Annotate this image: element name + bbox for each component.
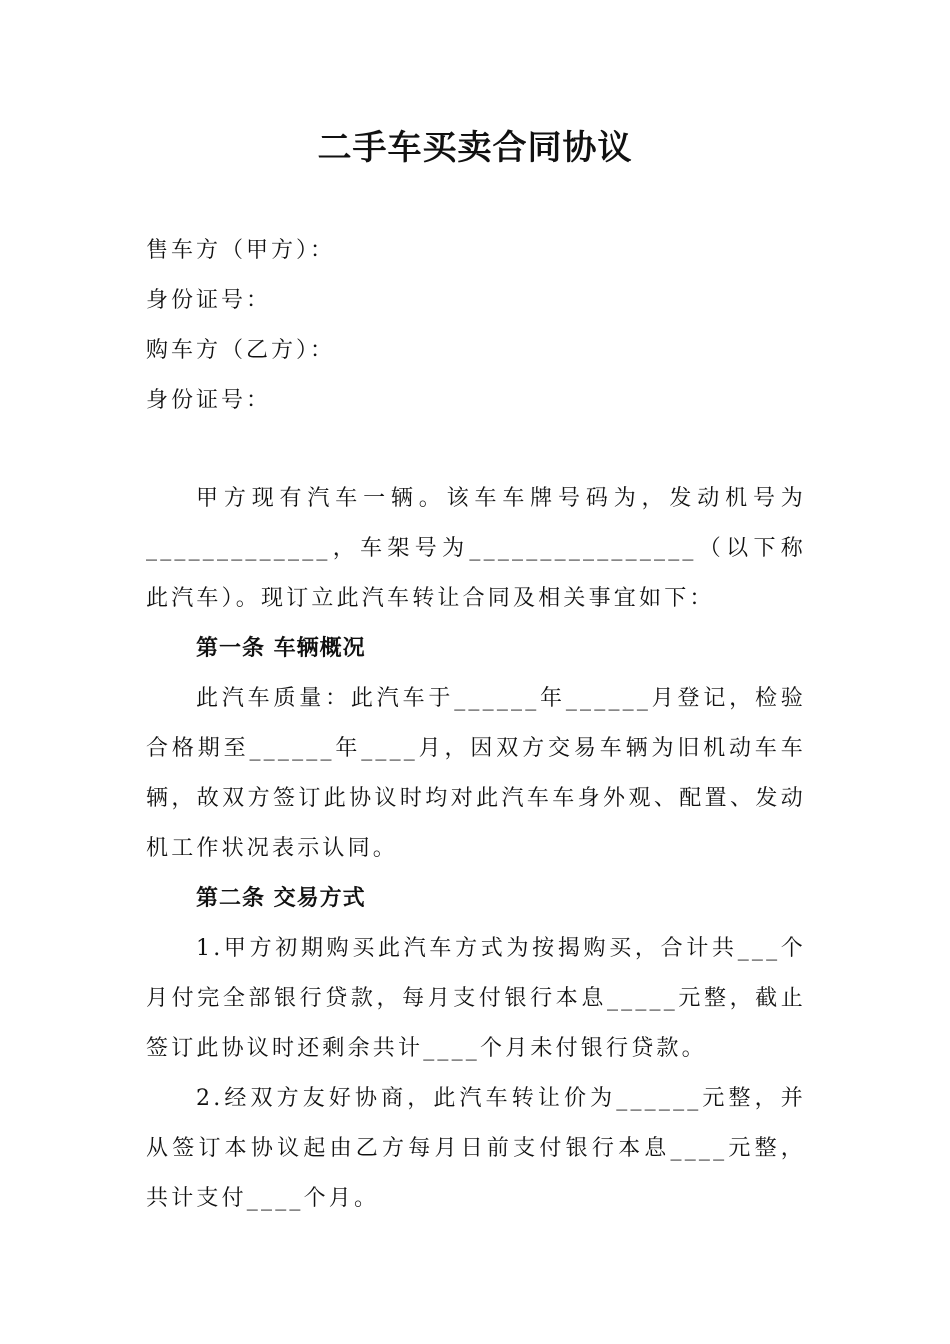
article-2-item-2: 2.经双方友好协商，此汽车转让价为______元整，并从签订本协议起由乙方每月日前支付银行本息____元整，共计支付____个月。 — [146, 1086, 806, 1211]
article-1-text: 此汽车质量：此汽车于______年______月登记，检验合格期至______年____月，因双方交易车辆为旧机动车车辆，故双方签订此协议时均对此汽车车身外观、配置、发动机工作状况表示认同。 — [146, 686, 806, 861]
buyer-field: 购车方（乙方）： — [146, 338, 336, 363]
intro-paragraph: 甲方现有汽车一辆。该车车牌号码为，发动机号为_____________，车架号为________________（以下称此汽车）。现订立此汽车转让合同及相关事宜如下： — [146, 486, 806, 611]
seller-field: 售车方（甲方）： — [146, 238, 336, 263]
contract-body — [146, 474, 806, 1224]
document-title: 二手车买卖合同协议 — [317, 128, 633, 168]
buyer-id-field: 身份证号： — [146, 388, 272, 413]
article-1-heading: 第一条 车辆概况 — [196, 636, 366, 661]
seller-id-field: 身份证号： — [146, 288, 272, 313]
article-2-item-1: 1.甲方初期购买此汽车方式为按揭购买，合计共___个月付完全部银行贷款，每月支付银行本息_____元整，截止签订此协议时还剩余共计____个月未付银行贷款。 — [146, 936, 806, 1061]
article-2-heading: 第二条 交易方式 — [196, 886, 366, 911]
